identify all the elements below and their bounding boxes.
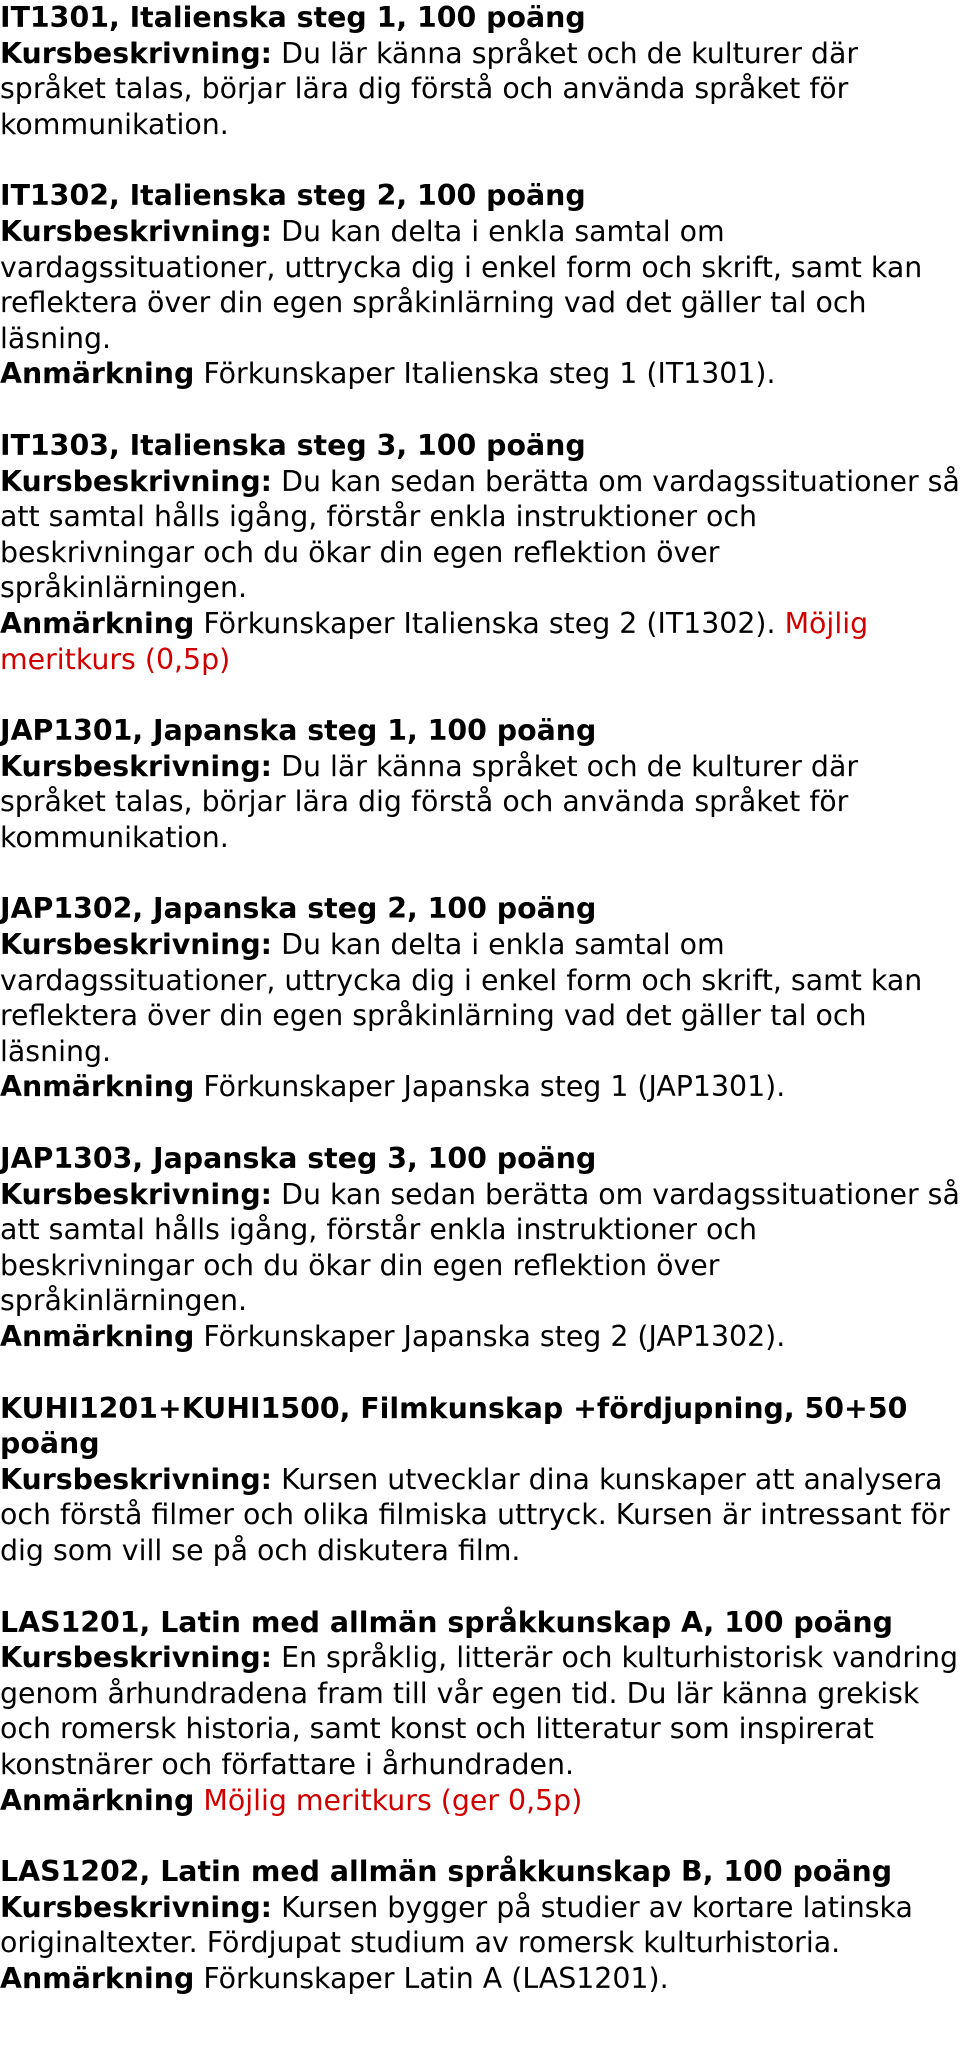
description-label: Kursbeskrivning:	[0, 1462, 273, 1496]
course-description	[0, 464, 960, 606]
note-label: Anmärkning	[0, 1320, 195, 1353]
course-entry-it1302	[0, 178, 960, 392]
course-title: JAP1303, Japanska steg 3, 100 poäng	[0, 1142, 597, 1176]
note-label: Anmärkning	[0, 357, 195, 391]
course-description-text: Du kan sedan berätta om vardagssituationer så att samtal hålls igång, förstår enkla instruktioner och beskrivningar och du ökar din egen reflektion över språkinlärningen.	[0, 1177, 960, 1318]
course-note	[0, 1961, 960, 1997]
description-label: Kursbeskrivning:	[0, 1641, 273, 1675]
course-entry-kuhi1201	[0, 1391, 960, 1569]
course-description	[0, 927, 960, 1069]
course-title: LAS1202, Latin med allmän språkkunskap B, 100 poäng	[0, 1855, 893, 1889]
description-label: Kursbeskrivning:	[0, 36, 273, 70]
course-note	[0, 356, 960, 392]
merit-course-note: Möjlig meritkurs (0,5p)	[0, 606, 869, 676]
course-title: IT1303, Italienska steg 3, 100 poäng	[0, 428, 586, 462]
course-entry-las1201	[0, 1605, 960, 1819]
course-description	[0, 1462, 960, 1569]
course-description-text: Kursen bygger på studier av kortare latinska originaltexter. Fördjupat studium av romersk kulturhistoria.	[0, 1890, 913, 1960]
description-label: Kursbeskrivning:	[0, 928, 273, 962]
course-description	[0, 36, 960, 143]
course-note-text: Förkunskaper Japanska steg 2 (JAP1302).	[203, 1320, 786, 1353]
merit-course-note: Möjlig meritkurs (ger 0,5p)	[203, 1783, 583, 1817]
course-description	[0, 749, 960, 856]
course-note	[0, 1319, 960, 1355]
course-title: KUHI1201+KUHI1500, Filmkunskap +fördjupning, 50+50 poäng	[0, 1391, 908, 1461]
course-description-text: Du kan delta i enkla samtal om vardagssituationer, uttrycka dig i enkel form och skrift, samt kan reflektera över din egen språkinlärning vad det gäller tal och läsning.	[0, 214, 923, 355]
course-description	[0, 1640, 960, 1782]
description-label: Kursbeskrivning:	[0, 1177, 273, 1211]
course-note	[0, 1069, 960, 1105]
course-entry-las1202	[0, 1854, 960, 1996]
course-entry-jap1303	[0, 1141, 960, 1355]
course-note-text: Förkunskaper Japanska steg 1 (JAP1301).	[203, 1070, 786, 1104]
course-entry-jap1302	[0, 891, 960, 1105]
course-title: LAS1201, Latin med allmän språkkunskap A, 100 poäng	[0, 1605, 893, 1639]
description-label: Kursbeskrivning:	[0, 214, 273, 248]
course-title: IT1302, Italienska steg 2, 100 poäng	[0, 179, 586, 213]
course-note-text: Förkunskaper Italienska steg 2 (IT1302).	[203, 606, 776, 640]
course-title: IT1301, Italienska steg 1, 100 poäng	[0, 1, 586, 34]
course-description-text: Du lär känna språket och de kulturer där språket talas, börjar lära dig förstå och använda språket för kommunikation.	[0, 749, 859, 854]
course-title: JAP1301, Japanska steg 1, 100 poäng	[0, 714, 597, 748]
note-label: Anmärkning	[0, 1961, 195, 1995]
course-entry-it1303	[0, 428, 960, 677]
course-description	[0, 1890, 960, 1961]
course-description	[0, 1177, 960, 1319]
course-title: JAP1302, Japanska steg 2, 100 poäng	[0, 892, 597, 926]
course-note-text: Förkunskaper Italienska steg 1 (IT1301).	[203, 357, 776, 391]
description-label: Kursbeskrivning:	[0, 464, 273, 498]
course-description	[0, 214, 960, 356]
course-entry-it1301	[0, 0, 960, 142]
course-description-text: Du kan delta i enkla samtal om vardagssituationer, uttrycka dig i enkel form och skrift, samt kan reflektera över din egen språkinlärning vad det gäller tal och läsning.	[0, 928, 923, 1068]
course-entry-jap1301	[0, 713, 960, 855]
course-note	[0, 606, 960, 677]
description-label: Kursbeskrivning:	[0, 1890, 273, 1924]
course-description-text: Du lär känna språket och de kulturer där språket talas, börjar lära dig förstå och använda språket för kommunikation.	[0, 36, 859, 141]
course-note	[0, 1783, 960, 1819]
description-label: Kursbeskrivning:	[0, 749, 273, 783]
course-description-text: Du kan sedan berätta om vardagssituationer så att samtal hålls igång, förstår enkla instruktioner och beskrivningar och du ökar din egen reflektion över språkinlärningen.	[0, 464, 960, 605]
note-label: Anmärkning	[0, 1070, 195, 1104]
course-note-text: Förkunskaper Latin A (LAS1201).	[203, 1961, 669, 1995]
course-description-text: En språklig, litterär och kulturhistorisk vandring genom århundradena fram till vår egen tid. Du lär känna grekisk och romersk historia, samt konst och litteratur som inspirerat konstnärer och författare i århundraden.	[0, 1641, 959, 1781]
course-description-text: Kursen utvecklar dina kunskaper att analysera och förstå filmer och olika filmiska uttryck. Kursen är intressant för dig som vill se på och diskutera film.	[0, 1462, 950, 1567]
note-label: Anmärkning	[0, 1783, 195, 1817]
note-label: Anmärkning	[0, 606, 195, 640]
